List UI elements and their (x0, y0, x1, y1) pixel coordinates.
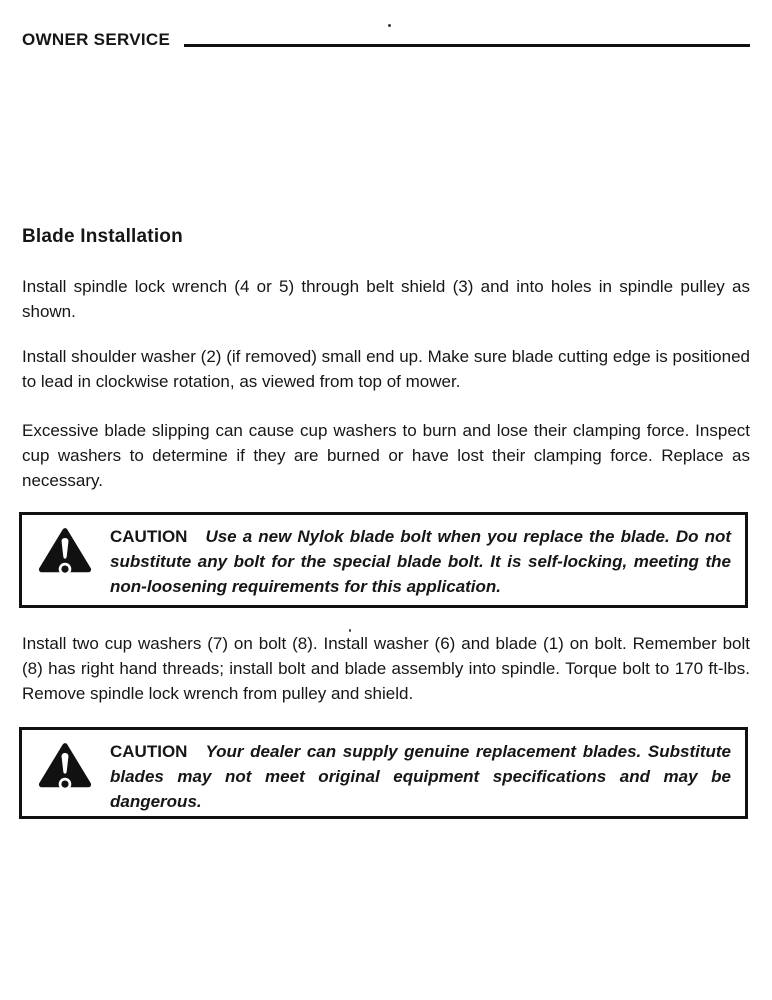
scan-artifact-speck (388, 24, 391, 27)
scan-artifact-speck (349, 629, 351, 632)
caution-label: CAUTION (110, 527, 188, 546)
caution-box-nylok-bolt (19, 512, 748, 608)
caution-box-replacement-blades (19, 727, 748, 819)
paragraph-blade-install-wrench: Install spindle lock wrench (4 or 5) through belt shield (3) and into holes in spindle pulley as shown. (22, 277, 750, 321)
paragraph-blade-slipping: Excessive blade slipping can cause cup washers to burn and lose their clamping force. Inspect cup washers to determine if they are burned or have lost their clamping force. Replace as necessary. (22, 421, 750, 490)
caution-text-block (108, 730, 745, 814)
header-rule (184, 44, 750, 47)
section-title: Blade Installation (22, 226, 183, 247)
safety-alert-triangle-icon (22, 515, 108, 577)
caution-text-block (108, 515, 745, 599)
page-header (22, 30, 750, 50)
paragraph-cup-washers-torque: Install two cup washers (7) on bolt (8). Install washer (6) and blade (1) on bolt. Remember bolt (8) has right hand threads; install bolt and blade assembly into spindle. Torque bolt to 170 ft-lbs. Remove spindle lock wrench from pulley and shield. (22, 634, 750, 703)
caution-message: Use a new Nylok blade bolt when you replace the blade. Do not substitute any bolt for the special blade bolt. It is self-locking, meeting the non-loosening requirements for this application. (110, 527, 731, 596)
page-header-title: OWNER SERVICE (22, 30, 171, 49)
safety-alert-triangle-icon (22, 730, 108, 792)
caution-message: Your dealer can supply genuine replacement blades. Substitute blades may not meet original equipment specifications and may be dangerous. (110, 742, 731, 811)
paragraph-shoulder-washer: Install shoulder washer (2) (if removed) small end up. Make sure blade cutting edge is positioned to lead in clockwise rotation, as viewed from top of mower. (22, 347, 750, 391)
caution-label: CAUTION (110, 742, 188, 761)
